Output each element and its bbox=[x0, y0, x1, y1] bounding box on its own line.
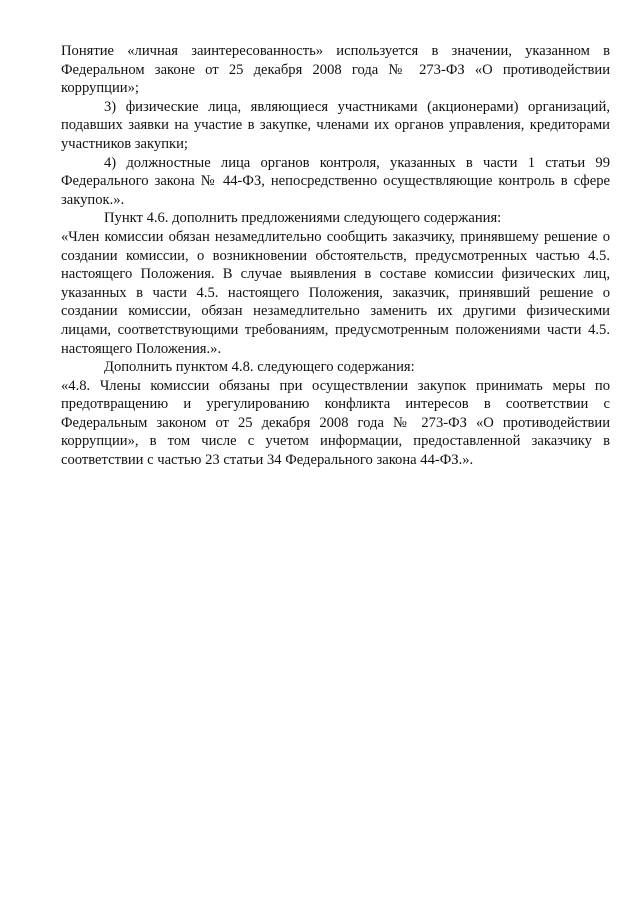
paragraph-item-4-control-officials: 4) должностные лица органов контроля, указанных в части 1 статьи 99 Федерального закона № 44-ФЗ, непосредственно осуществляющие контроль в сфере закупок.». bbox=[61, 154, 610, 208]
paragraph-item-3-individuals: 3) физические лица, являющиеся участниками (акционерами) организаций, подавших заявки на участие в закупке, членами их органов управления, кредиторами участников закупки; bbox=[61, 98, 610, 152]
paragraph-personal-interest-definition: Понятие «личная заинтересованность» используется в значении, указанном в Федеральном законе от 25 декабря 2008 года № 273-ФЗ «О противодействии коррупции»; bbox=[61, 43, 610, 97]
document-body bbox=[61, 42, 610, 470]
paragraph-add-point-4-8: Дополнить пунктом 4.8. следующего содержания: bbox=[104, 359, 415, 376]
paragraph-point-4-6-amendment: Пункт 4.6. дополнить предложениями следующего содержания: bbox=[104, 210, 502, 227]
paragraph-commission-member-duty: «Член комиссии обязан незамедлительно сообщить заказчику, принявшему решение о создании комиссии, о возникновении обстоятельств, предусмотренных частью 4.5. настоящего Положения. В случае выявления в составе комиссии физических лиц, указанных в части 4.5. настоящего Положения, заказчик, принявший решение о создании комиссии, обязан незамедлительно заменить их другими физическими лицами, соответствующими требованиям, предусмотренным положениями части 4.5. настоящего Положения.». bbox=[61, 228, 610, 357]
paragraph-point-4-8-text: «4.8. Члены комиссии обязаны при осуществлении закупок принимать меры по предотвращению и урегулированию конфликта интересов в соответствии с Федеральным законом от 25 декабря 2008 года № 273-ФЗ «О противодействии коррупции», в том числе с учетом информации, предоставленной заказчику в соответствии с частью 23 статьи 34 Федерального закона 44-ФЗ.». bbox=[61, 377, 610, 469]
